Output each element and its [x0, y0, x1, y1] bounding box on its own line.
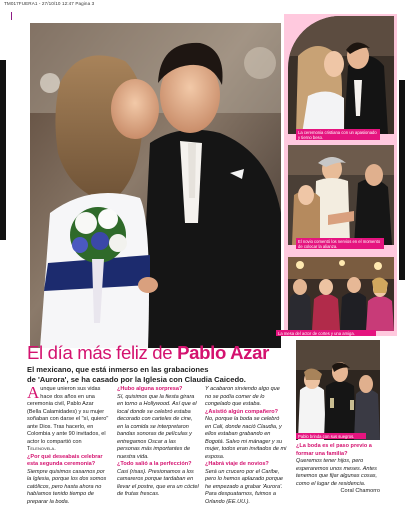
photo-sidebar	[284, 14, 397, 336]
answer: Casi (risas). Presionamos a los camareros porque tardaban en llevar el postre, que era un cóctel de frutas frescas.	[117, 468, 199, 497]
caption-toast: Pablo brinda con sus suegros.	[296, 433, 366, 439]
headline	[27, 343, 299, 363]
answer: Queremos tener hijos, pero esperaremos unos meses. Antes tenemos que fijar algunas cosas, como el lugar de residencia.	[296, 458, 378, 487]
headline-name: Pablo Azar	[177, 342, 269, 363]
guests-photo	[288, 257, 394, 331]
question: ¿Por qué deseabais celebrar esta segunda ceremonia?	[27, 453, 103, 467]
question: ¿Asistió algún compañero?	[205, 408, 279, 415]
toast-photo	[296, 340, 380, 440]
deck-line-2: de 'Aurora', se ha casado por la Iglesia con Claudia Caicedo.	[27, 374, 246, 384]
question: ¿Habrá viaje de novios?	[205, 461, 269, 467]
ring-photo	[288, 145, 394, 245]
kiss-photo	[288, 16, 394, 134]
caption-ring: El novio comentó los nervios en el momento de colocar la alianza.	[296, 238, 384, 249]
deck-line-1: El mexicano, que está inmerso en las grabaciones	[27, 365, 209, 374]
magazine-name: Telenovela	[27, 446, 55, 452]
question: ¿La boda es el paso previo a formar una familia?	[296, 443, 372, 457]
answer: Sí, quisimos que la fiesta girara en torno a Hollywood. Así que el local donde se celebró estaba decorado con carteles de cine, en la comida se interpretaron bandas sonoras de películas y entregamos Oscar a las personas más importantes de nuestra vida.	[117, 393, 197, 460]
deck	[27, 365, 299, 384]
print-slug: TM017FUERA1 - 27/10/10 12:47 Pagina 3	[4, 1, 95, 6]
author-signature: Coral Chamorro	[340, 488, 380, 494]
body-column-2	[117, 386, 199, 499]
answer: No, porque la boda se celebró en Cali, donde nació Claudia, y ellos estaban grabando en Bogotá. Salvo mi mánager y su mujer, todos eran invitados de mi esposa.	[205, 416, 287, 460]
body-column-3	[205, 386, 287, 506]
intro-paragraph	[27, 383, 109, 454]
intro-end: .	[54, 446, 56, 452]
body-column-4	[296, 443, 380, 496]
caption-guests: La mesa del actor de cortes y una amiga.	[276, 330, 376, 336]
crop-mark-right	[399, 80, 405, 280]
caption-kiss: La ceremonia cristiana con un apasionado y tierno beso.	[296, 129, 380, 140]
body-column-1	[27, 383, 109, 506]
crop-mark-left	[0, 60, 6, 240]
intro-text: unque unieron sus vidas hace dos años en una ceremonia civil, Pablo Azar (Bella Calamidades) y su mujer soñaban con darse el "sí, quiero" ante Dios. Tras hacerlo, en Colombia y ante 90 invitados, el actor lo compartió con	[27, 386, 109, 445]
question: ¿Hubo alguna sorpresa?	[117, 386, 183, 392]
headline-lead: El día más feliz de	[27, 342, 178, 363]
drop-cap: A	[27, 383, 40, 402]
main-photo	[30, 23, 281, 348]
question: ¿Todo salió a la perfección?	[117, 461, 192, 467]
answer: Será un crucero por el Caribe, pero lo hemos aplazado porque he empezado a grabar 'Aurora'. Para despuatarnos, fuimos a Orlando (EE.UU.).	[205, 468, 284, 505]
answer: Siempre quisimos casarnos por la Iglesia, porque los dos somos católicos, pero hasta ahora no habíamos tenido tiempo de preparar la boda.	[27, 468, 107, 505]
answer: Y acabaron sirviendo algo que no se podía comer de lo congelado que estaba.	[205, 386, 280, 407]
